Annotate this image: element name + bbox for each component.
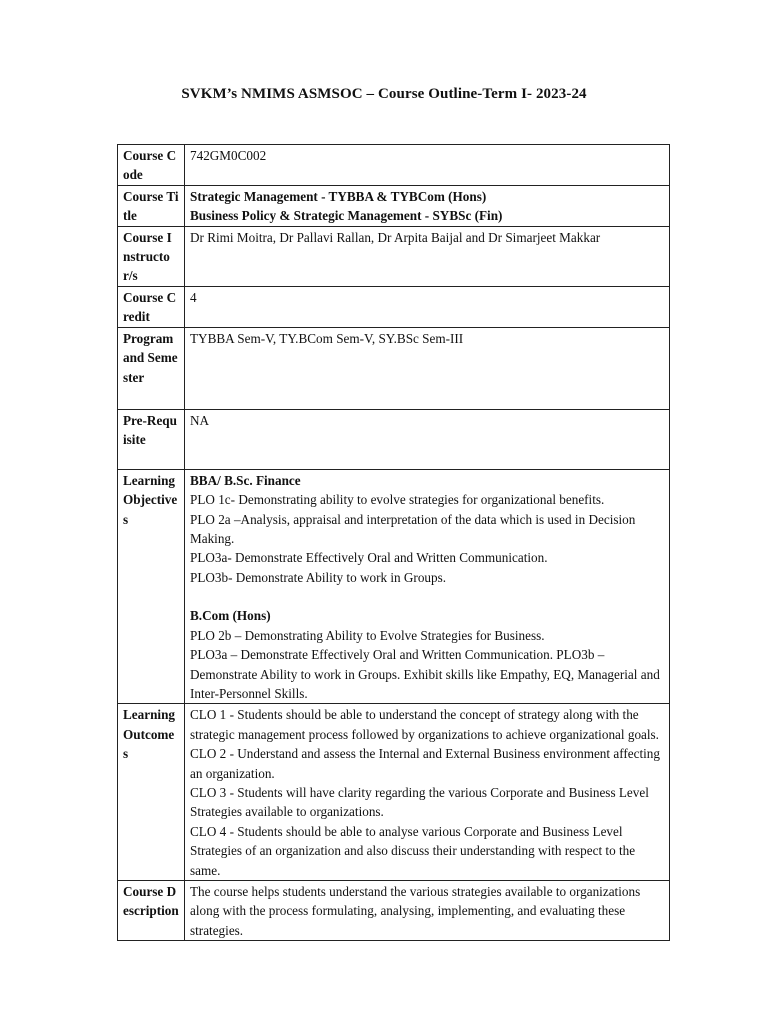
outcome-item: CLO 2 - Understand and assess the Internal and External Business environment affecting an organization. — [190, 746, 660, 781]
objectives-bba-heading: BBA/ B.Sc. Finance — [190, 472, 301, 488]
row-learning-objectives — [118, 469, 670, 703]
course-title-value — [185, 185, 670, 226]
row-program-semester — [118, 327, 670, 409]
spacer — [190, 587, 664, 606]
objective-bba-item: PLO 2a –Analysis, appraisal and interpretation of the data which is used in Decision Making. — [190, 511, 636, 547]
learning-objectives-label: Learning Objectives — [118, 469, 185, 703]
course-credit-label: Course Credit — [118, 286, 185, 327]
course-instructors-label: Course Instructor/s — [118, 226, 185, 286]
row-course-description — [118, 880, 670, 940]
program-semester-value: TYBBA Sem-V, TY.BCom Sem-V, SY.BSc Sem-III — [185, 327, 670, 409]
objective-bcom-item: PLO 2b – Demonstrating Ability to Evolve Strategies for Business. — [190, 627, 545, 643]
course-title-label: Course Title — [118, 185, 185, 226]
course-title-line-1: Strategic Management - TYBBA & TYBCom (Hons) — [190, 188, 487, 204]
pre-requisite-value: NA — [185, 409, 670, 469]
row-learning-outcomes — [118, 704, 670, 881]
course-code-value: 742GM0C002 — [185, 145, 670, 186]
outcome-item: CLO 3 - Students will have clarity regarding the various Corporate and Business Level Strategies available to organizations. — [190, 784, 649, 820]
course-credit-value: 4 — [185, 286, 670, 327]
course-code-label: Course Code — [118, 145, 185, 186]
objectives-bcom-heading: B.Com (Hons) — [190, 608, 271, 624]
objective-bba-item: PLO3a- Demonstrate Effectively Oral and Written Communication. — [190, 550, 548, 566]
learning-outcomes-label: Learning Outcomes — [118, 704, 185, 881]
outcome-item: CLO 1 - Students should be able to understand the concept of strategy along with the strategic management process followed by organizations to achieve organizational goals. — [190, 707, 659, 742]
learning-outcomes-value — [185, 704, 670, 881]
course-instructors-value: Dr Rimi Moitra, Dr Pallavi Rallan, Dr Arpita Baijal and Dr Simarjeet Makkar — [185, 226, 670, 286]
document-title: SVKM’s NMIMS ASMSOC – Course Outline-Term I- 2023-24 — [181, 86, 587, 102]
objective-bcom-item: PLO3a – Demonstrate Effectively Oral and Written Communication. PLO3b – Demonstrate Ability to work in Groups. Exhibit skills like Empathy, EQ, Managerial and Inter-Personnel Skills. — [190, 647, 660, 701]
row-course-title — [118, 185, 670, 226]
row-pre-requisite — [118, 409, 670, 469]
objective-bba-item: PLO3b- Demonstrate Ability to work in Groups. — [190, 569, 447, 585]
row-course-credit — [118, 286, 670, 327]
course-outline-table — [117, 144, 670, 941]
pre-requisite-label: Pre-Requisite — [118, 409, 185, 469]
course-title-line-2: Business Policy & Strategic Management - SYBSc (Fin) — [190, 208, 503, 224]
learning-objectives-value — [185, 469, 670, 703]
outcome-item: CLO 4 - Students should be able to analyse various Corporate and Business Level Strategies of an organization and also discuss their understanding with respect to the same. — [190, 823, 636, 878]
objective-bba-item: PLO 1c- Demonstrating ability to evolve strategies for organizational benefits. — [190, 492, 605, 508]
row-course-instructors — [118, 226, 670, 286]
row-course-code — [118, 145, 670, 186]
course-description-label: Course Description — [118, 880, 185, 940]
course-description-value: The course helps students understand the various strategies available to organizations along with the process formulating, analysing, implementing, and evaluating these strategies. — [185, 880, 670, 940]
program-semester-label: Program and Semester — [118, 327, 185, 409]
